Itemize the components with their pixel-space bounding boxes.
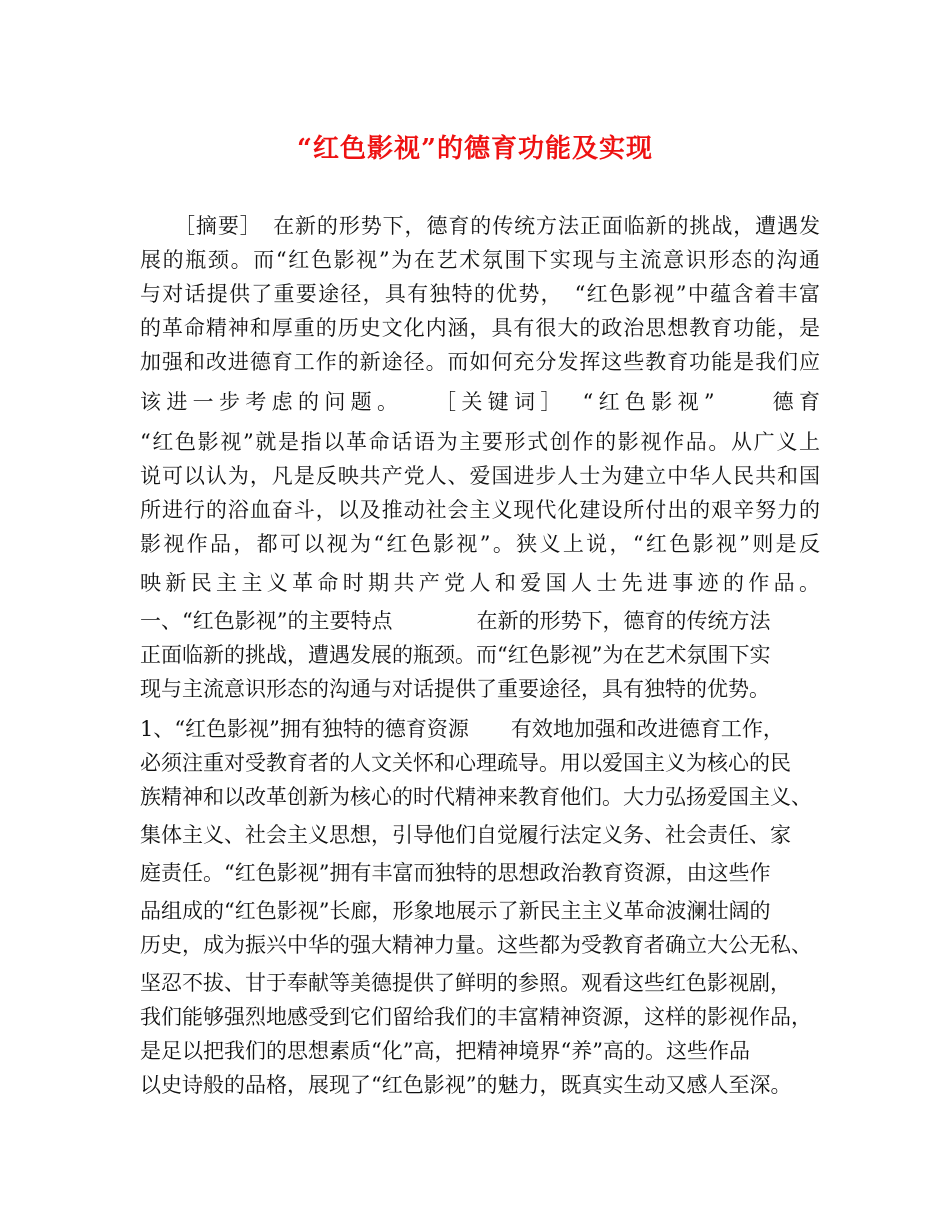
- paragraph-line: 现与主流意识形态的沟通与对话提供了重要途径，具有独特的优势。: [140, 677, 770, 701]
- paragraph-line: 说可以认为，凡是反映共产党人、爱国进步人士为建立中华人民共和国: [140, 464, 820, 488]
- paragraph-line: 正面临新的挑战，遭遇发展的瓶颈。而“红色影视”为在艺术氛围下实: [140, 643, 771, 667]
- paragraph-line: 品组成的“红色影视”长廊，形象地展示了新民主主义革命波澜壮阔的: [140, 899, 771, 923]
- section-heading-line: 一、“红色影视”的主要特点 在新的形势下，德育的传统方法: [140, 609, 771, 633]
- abstract-line: 加强和改进德育工作的新途径。而如何充分发挥这些教育功能是我们应: [140, 350, 820, 374]
- paragraph-line: 映新民主主义革命时期共产党人和爱国人士先进事迹的作品。: [140, 571, 820, 595]
- paragraph-line: 我们能够强烈地感受到它们留给我们的丰富精神资源，这样的影视作品，: [140, 1005, 812, 1029]
- subsection-heading-line: 1、“红色影视”拥有独特的德育资源 有效地加强和改进德育工作，: [140, 717, 784, 741]
- paragraph-line: 庭责任。“红色影视”拥有丰富而独特的思想政治教育资源，由这些作: [140, 861, 771, 885]
- paragraph-line: 是足以把我们的思想素质“化”高，把精神境界“养”高的。这些作品: [140, 1039, 750, 1063]
- keywords-line: 该进一步考虑的问题。 ［关键词］ “红色影视” 德育: [140, 390, 820, 414]
- abstract-line: ［摘要］ 在新的形势下，德育的传统方法正面临新的挑战，遭遇发: [174, 214, 820, 238]
- paragraph-line: 必须注重对受教育者的人文关怀和心理疏导。用以爱国主义为核心的民: [140, 751, 791, 775]
- abstract-line: 的革命精神和厚重的历史文化内涵，具有很大的政治思想教育功能，是: [140, 316, 820, 340]
- paragraph-line: “红色影视”就是指以革命话语为主要形式创作的影视作品。从广义上: [140, 430, 820, 454]
- document-title: “红色影视”的德育功能及实现: [297, 134, 653, 164]
- paragraph-line: 所进行的浴血奋斗，以及推动社会主义现代化建设所付出的艰辛努力的: [140, 498, 820, 522]
- abstract-line: 与对话提供了重要途径，具有独特的优势， “红色影视”中蕴含着丰富: [140, 282, 820, 306]
- paragraph-line: 族精神和以改革创新为核心的时代精神来教育他们。大力弘扬爱国主义、: [140, 785, 812, 809]
- paragraph-line: 集体主义、社会主义思想，引导他们自觉履行法定义务、社会责任、家: [140, 823, 791, 847]
- abstract-line: 展的瓶颈。而“红色影视”为在艺术氛围下实现与主流意识形态的沟通: [140, 248, 820, 272]
- paragraph-line: 以史诗般的品格，展现了“红色影视”的魅力，既真实生动又感人至深。: [140, 1073, 792, 1097]
- paragraph-line: 坚忍不拔、甘于奉献等美德提供了鲜明的参照。观看这些红色影视剧，: [140, 971, 791, 995]
- paragraph-line: 影视作品，都可以视为“红色影视”。狭义上说，“红色影视”则是反: [140, 532, 820, 556]
- paragraph-line: 历史，成为振兴中华的强大精神力量。这些都为受教育者确立大公无私、: [140, 933, 812, 957]
